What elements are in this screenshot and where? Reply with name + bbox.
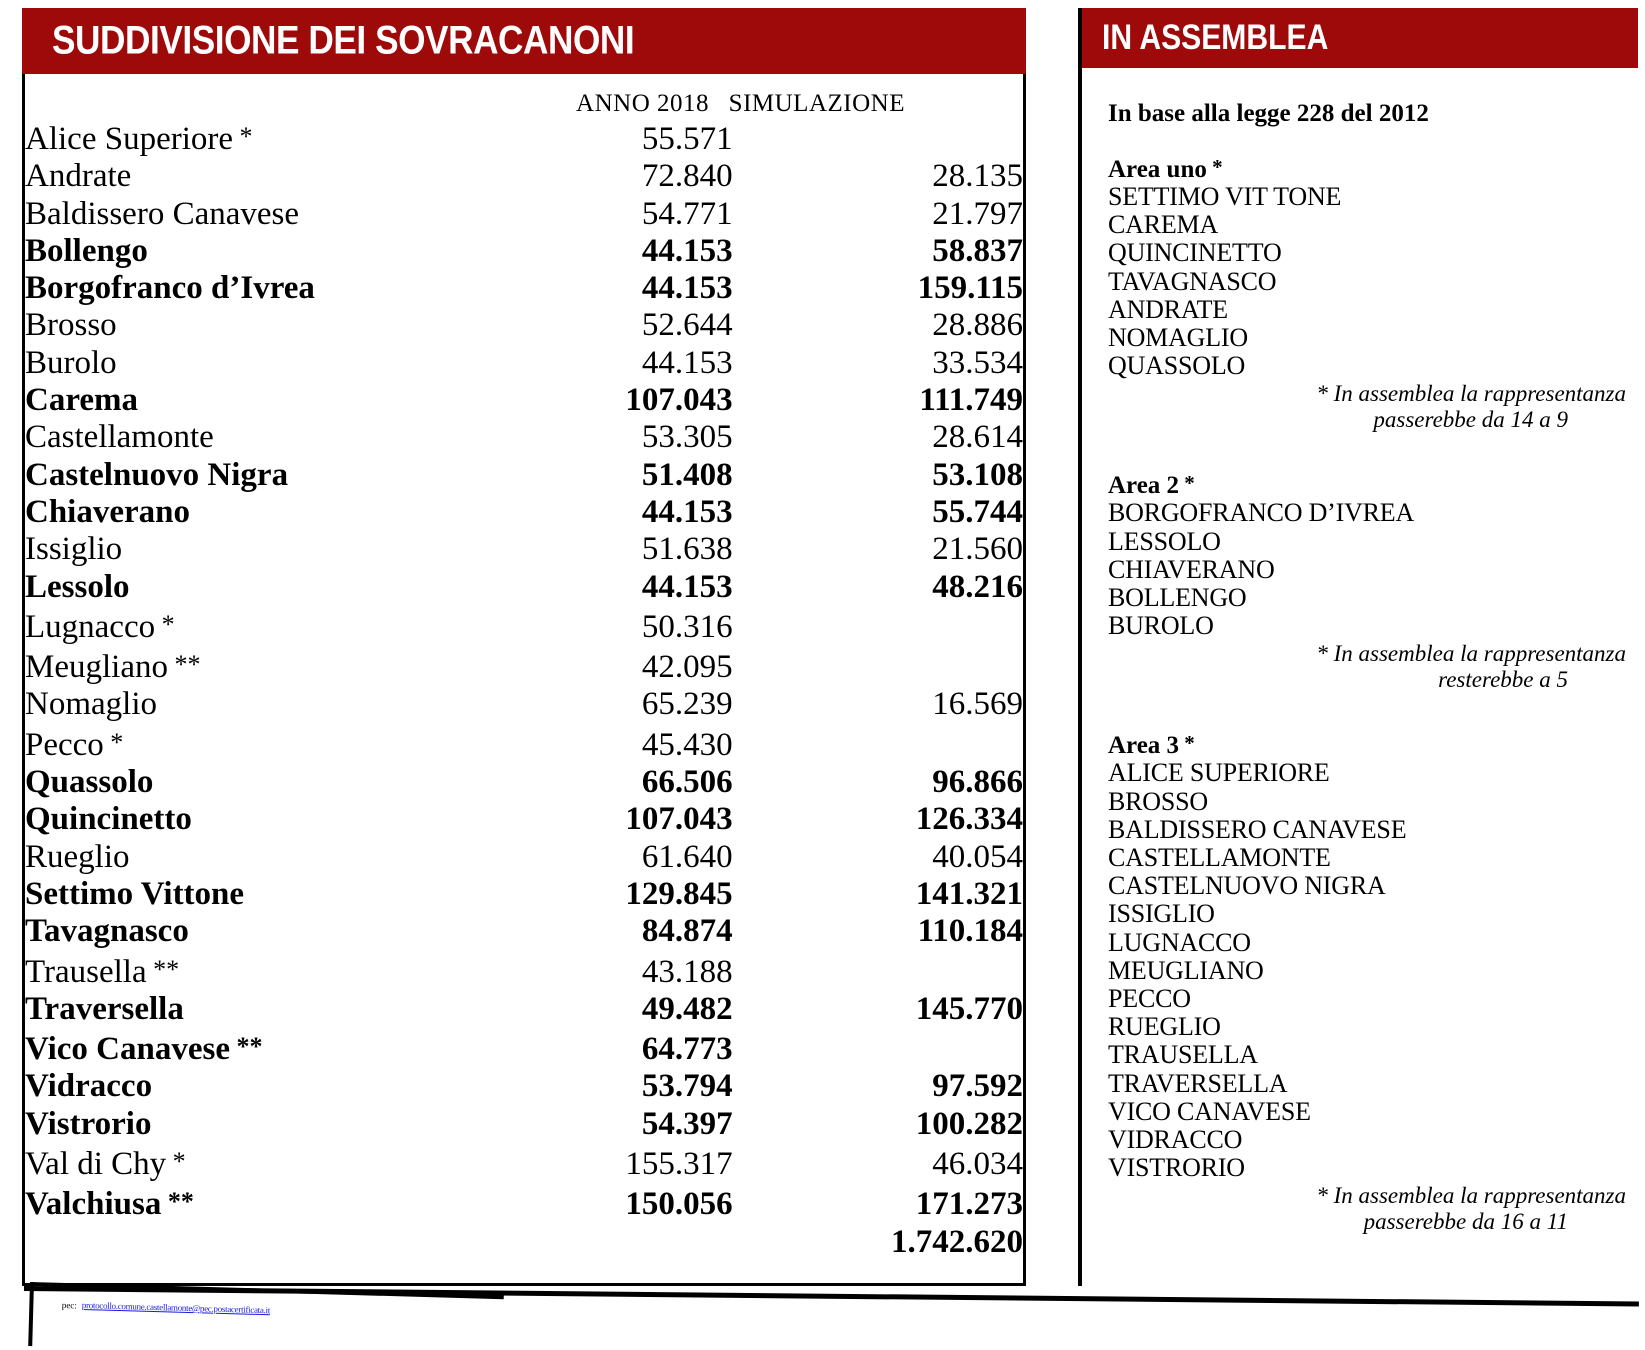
footnote-marker: *: [1179, 471, 1195, 496]
area-comune-item: CASTELLAMONTE: [1108, 843, 1331, 873]
cell-anno-2018: 44.153: [641, 568, 733, 605]
area-footnote: [1108, 381, 1628, 433]
cell-comune-name: Pecco *: [25, 726, 124, 763]
area-comune-item: TAVAGNASCO: [1108, 266, 1277, 296]
cell-comune-name: Chiaverano: [25, 493, 190, 530]
area-footnote-line1: * In assemblea la rappresentanza: [1316, 641, 1626, 667]
cell-comune-name: Castelnuovo Nigra: [25, 456, 289, 493]
cell-anno-2018: 43.188: [641, 953, 733, 990]
area-comune-item: BORGOFRANCO D’IVREA: [1108, 498, 1415, 528]
cell-anno-2018: 52.644: [641, 307, 733, 344]
area-comune-item: MEUGLIANO: [1108, 955, 1264, 985]
cell-spacer: [733, 531, 819, 568]
cell-anno-2018: 54.771: [641, 195, 733, 232]
table-row: [25, 991, 1023, 1028]
cell-simulazione: 145.770: [915, 990, 1023, 1027]
cell-anno-2018: 53.305: [641, 419, 733, 456]
cell-anno-2018: 44.153: [641, 232, 733, 269]
cell-simulazione: 96.866: [932, 764, 1023, 801]
cell-anno-2018: 51.408: [641, 456, 733, 493]
cell-anno-2018: 53.794: [641, 1068, 733, 1105]
cell-simulazione: 126.334: [915, 801, 1023, 838]
assemblea-law-reference: In base alla legge 228 del 2012: [1108, 100, 1429, 127]
sovracanoni-table-wrap: [25, 118, 1023, 1261]
cell-simulazione: 55.744: [932, 493, 1023, 530]
cell-simulazione: 28.886: [932, 307, 1023, 344]
footnote-marker: *: [1206, 155, 1223, 179]
cell-spacer: [733, 196, 819, 233]
cell-spacer: [733, 1224, 819, 1261]
area-comune-item: ANDRATE: [1108, 294, 1228, 324]
area-footnote-line1: * In assemblea la rappresentanza: [1316, 381, 1626, 407]
cell-spacer: [733, 606, 819, 646]
cell-anno-2018: 150.056: [625, 1186, 733, 1223]
table-row: [25, 1106, 1023, 1143]
cell-anno-2018: 66.506: [641, 764, 733, 801]
area-block: [1108, 154, 1628, 433]
cell-spacer: [733, 158, 819, 195]
footnote-marker: *: [155, 609, 175, 639]
cell-anno-2018: 51.638: [641, 531, 733, 568]
cell-comune-name: Lessolo: [25, 568, 130, 605]
table-row: [25, 1183, 1023, 1223]
area-footnote-line2: passerebbe da 16 a 11: [1363, 1209, 1568, 1235]
area-title: Area 2 *: [1108, 471, 1195, 500]
cell-simulazione: [818, 118, 1023, 158]
cell-simulazione: [818, 646, 1023, 686]
table-total-row: [25, 1224, 1023, 1261]
pec-label: pec:: [61, 1300, 77, 1311]
cell-simulazione: 16.569: [932, 686, 1023, 723]
column-header-simulazione: SIMULAZIONE: [728, 90, 905, 117]
sovracanoni-panel: [22, 8, 1026, 1286]
cell-comune-name: Andrate: [25, 158, 132, 195]
cell-simulazione: 28.135: [932, 158, 1023, 195]
assemblea-panel-header: [1082, 8, 1638, 68]
area-comune-item: BOLLENGO: [1108, 583, 1247, 613]
area-comune-item: LUGNACCO: [1108, 927, 1251, 957]
cell-comune-name: Valchiusa **: [25, 1186, 194, 1223]
cell-comune-name: Lugnacco *: [25, 608, 175, 645]
table-row: [25, 270, 1023, 307]
cell-spacer: [733, 991, 819, 1028]
area-comune-item: VICO CANAVESE: [1108, 1096, 1311, 1126]
cell-comune-name: Baldissero Canavese: [25, 195, 300, 232]
cell-simulazione: 53.108: [932, 456, 1023, 493]
area-footnote: [1108, 1183, 1628, 1235]
cell-simulazione: [818, 1028, 1023, 1068]
cell-simulazione: [818, 724, 1023, 764]
cell-comune-name: Burolo: [25, 344, 117, 381]
cell-spacer: [733, 345, 819, 382]
cell-total-simulazione: 1.742.620: [891, 1223, 1023, 1260]
table-row: [25, 345, 1023, 382]
footnote-marker: *: [166, 1147, 186, 1177]
table-row: [25, 724, 1023, 764]
table-row: [25, 1068, 1023, 1105]
cell-simulazione: 171.273: [915, 1186, 1023, 1223]
cell-anno-2018: 107.043: [625, 382, 733, 419]
cell-comune-name: Quassolo: [25, 764, 154, 801]
cell-comune-name: Issiglio: [25, 531, 123, 568]
cell-simulazione: 100.282: [915, 1105, 1023, 1142]
area-gap: [1108, 703, 1628, 730]
cell-anno-2018: 64.773: [641, 1031, 733, 1068]
assemblea-areas-container: [1108, 154, 1628, 1235]
cell-anno-2018: 44.153: [641, 493, 733, 530]
cell-spacer: [733, 951, 819, 991]
area-comune-item: QUASSOLO: [1108, 351, 1246, 381]
cell-spacer: [733, 1106, 819, 1143]
cell-simulazione: 21.560: [932, 531, 1023, 568]
cell-spacer: [733, 764, 819, 801]
cell-anno-2018: 84.874: [641, 913, 733, 950]
table-row: [25, 233, 1023, 270]
table-row: [25, 764, 1023, 801]
cell-comune-name: Tavagnasco: [25, 913, 189, 950]
cell-simulazione: 46.034: [932, 1146, 1023, 1183]
cell-simulazione: 141.321: [915, 875, 1023, 912]
area-comune-item: RUEGLIO: [1108, 1012, 1221, 1042]
area-comune-item: CAREMA: [1108, 210, 1219, 240]
cell-comune-name: Nomaglio: [25, 686, 157, 723]
cell-spacer: [733, 307, 819, 344]
footnote-marker: **: [161, 1187, 194, 1217]
cell-simulazione: 21.797: [932, 195, 1023, 232]
area-gap: [1108, 443, 1628, 470]
cell-spacer: [733, 1183, 819, 1223]
cell-spacer: [733, 494, 819, 531]
cell-spacer: [733, 1028, 819, 1068]
cell-total-anno: [536, 1224, 732, 1261]
cell-spacer: [733, 801, 819, 838]
assemblea-title-text: IN ASSEMBLEA: [1102, 18, 1329, 57]
assemblea-panel: [1078, 8, 1638, 1286]
area-title: Area 3 *: [1108, 731, 1195, 760]
sovracanoni-title: [52, 19, 714, 64]
cell-spacer: [733, 419, 819, 456]
cell-anno-2018: 65.239: [641, 686, 733, 723]
cell-spacer: [733, 569, 819, 606]
table-row: [25, 686, 1023, 723]
area-comune-item: VIDRACCO: [1108, 1125, 1243, 1155]
cell-comune-name: Brosso: [25, 307, 117, 344]
table-row: [25, 1143, 1023, 1183]
footnote-marker: **: [230, 1032, 263, 1062]
cell-spacer: [733, 233, 819, 270]
column-header-anno-2018: ANNO 2018: [576, 90, 709, 117]
table-row: [25, 646, 1023, 686]
area-block: [1108, 730, 1628, 1235]
sovracanoni-panel-header: [22, 8, 1026, 74]
pec-email-link[interactable]: protocollo.comune.castellamonte@pec.postacertificata.it: [81, 1300, 271, 1316]
cell-comune-name: Quincinetto: [25, 801, 192, 838]
table-row: [25, 569, 1023, 606]
cell-anno-2018: 44.153: [641, 270, 733, 307]
cell-spacer: [733, 457, 819, 494]
footnote-marker: **: [146, 954, 180, 984]
cell-comune-name: Vico Canavese **: [25, 1031, 263, 1068]
area-comune-item: TRAUSELLA: [1108, 1040, 1258, 1070]
cell-spacer: [733, 270, 819, 307]
cell-spacer: [733, 646, 819, 686]
cell-comune-name: Borgofranco d’Ivrea: [25, 270, 315, 307]
cell-anno-2018: 55.571: [641, 121, 733, 157]
table-row: [25, 158, 1023, 195]
cell-simulazione: 33.534: [932, 344, 1023, 381]
area-comune-item: CHIAVERANO: [1108, 554, 1275, 584]
cell-total-label: [25, 1224, 536, 1261]
cell-anno-2018: 61.640: [641, 838, 733, 875]
table-row: [25, 801, 1023, 838]
cell-comune-name: Bollengo: [25, 232, 148, 269]
table-row: [25, 1028, 1023, 1068]
cell-spacer: [733, 1143, 819, 1183]
footnote-marker: *: [103, 727, 124, 757]
cell-simulazione: 159.115: [917, 270, 1023, 307]
area-footnote-line2: resterebbe a 5: [1438, 667, 1568, 693]
sovracanoni-table: [25, 118, 1023, 1261]
cell-anno-2018: 129.845: [625, 875, 733, 912]
cell-spacer: [733, 876, 819, 913]
cell-anno-2018: 50.316: [641, 608, 733, 645]
scan-artifact-stamp: [24, 1278, 510, 1350]
cell-comune-name: Trausella **: [25, 953, 180, 990]
cell-anno-2018: 42.095: [641, 649, 733, 686]
footnote-marker: **: [167, 650, 201, 680]
cell-comune-name: Traversella: [25, 990, 184, 1027]
area-comune-item: LESSOLO: [1108, 526, 1221, 556]
area-footnote: [1108, 641, 1628, 693]
cell-comune-name: Alice Superiore *: [25, 121, 253, 157]
cell-comune-name: Carema: [25, 382, 139, 419]
area-comune-item: BALDISSERO CANAVESE: [1108, 814, 1407, 844]
cell-spacer: [733, 839, 819, 876]
table-row: [25, 606, 1023, 646]
cell-anno-2018: 155.317: [625, 1146, 733, 1183]
area-comune-item: VISTRORIO: [1108, 1153, 1245, 1183]
area-comune-item: ISSIGLIO: [1108, 899, 1215, 929]
cell-comune-name: Vistrorio: [25, 1105, 152, 1142]
cell-anno-2018: 44.153: [641, 344, 733, 381]
area-comune-item: PECCO: [1108, 984, 1191, 1014]
area-comune-item: BROSSO: [1108, 786, 1208, 816]
cell-comune-name: Settimo Vittone: [25, 875, 245, 912]
table-row: [25, 494, 1023, 531]
table-row: [25, 196, 1023, 233]
cell-simulazione: 28.614: [932, 419, 1023, 456]
cell-simulazione: 110.184: [917, 913, 1023, 950]
cell-spacer: [733, 913, 819, 950]
table-row: [25, 913, 1023, 950]
cell-simulazione: [818, 951, 1023, 991]
cell-spacer: [733, 382, 819, 419]
cell-spacer: [733, 1068, 819, 1105]
scan-artifact-box: [28, 1282, 504, 1350]
table-row: [25, 876, 1023, 913]
area-title: Area uno *: [1108, 155, 1223, 183]
table-row: [25, 307, 1023, 344]
cell-comune-name: Val di Chy *: [25, 1146, 186, 1183]
assemblea-body: [1108, 100, 1628, 1245]
area-footnote-line2: passerebbe da 14 a 9: [1373, 407, 1568, 433]
cell-simulazione: 111.749: [919, 382, 1023, 419]
sovracanoni-title-text: SUDDIVISIONE DEI SOVRACANONI: [52, 18, 635, 63]
cell-comune-name: Meugliano **: [25, 649, 201, 686]
cell-comune-name: Castellamonte: [25, 419, 214, 456]
area-comune-item: BUROLO: [1108, 611, 1214, 641]
cell-comune-name: Vidracco: [25, 1068, 153, 1105]
area-block: [1108, 470, 1628, 693]
table-row: [25, 419, 1023, 456]
table-row: [25, 839, 1023, 876]
cell-anno-2018: 107.043: [625, 801, 733, 838]
table-row: [25, 382, 1023, 419]
cell-comune-name: Rueglio: [25, 838, 130, 875]
assemblea-title: [1102, 18, 1365, 58]
cell-anno-2018: 45.430: [641, 726, 733, 763]
area-comune-item: TRAVERSELLA: [1108, 1068, 1288, 1098]
sovracanoni-table-body: [25, 118, 1023, 1261]
table-row: [25, 531, 1023, 568]
area-comune-item: ALICE SUPERIORE: [1108, 758, 1330, 788]
cell-simulazione: 48.216: [932, 568, 1023, 605]
cell-anno-2018: 49.482: [641, 990, 733, 1027]
footnote-marker: *: [233, 122, 253, 151]
area-comune-item: SETTIMO VIT TONE: [1108, 182, 1342, 211]
cell-simulazione: 40.054: [932, 838, 1023, 875]
cell-simulazione: 97.592: [932, 1068, 1023, 1105]
cell-anno-2018: 54.397: [641, 1105, 733, 1142]
area-footnote-line1: * In assemblea la rappresentanza: [1316, 1183, 1626, 1209]
footnote-marker: *: [1179, 731, 1195, 756]
cell-spacer: [733, 686, 819, 723]
area-comune-item: CASTELNUOVO NIGRA: [1108, 871, 1386, 901]
cell-simulazione: 58.837: [932, 232, 1023, 269]
table-row: [25, 457, 1023, 494]
table-row: [25, 118, 1023, 158]
area-comune-item: QUINCINETTO: [1108, 238, 1282, 268]
cell-simulazione: [818, 606, 1023, 646]
cell-anno-2018: 72.840: [641, 158, 733, 195]
cell-spacer: [733, 118, 819, 158]
table-column-headers: [25, 90, 1023, 120]
table-row: [25, 951, 1023, 991]
cell-spacer: [733, 724, 819, 764]
area-comune-item: NOMAGLIO: [1108, 323, 1248, 353]
